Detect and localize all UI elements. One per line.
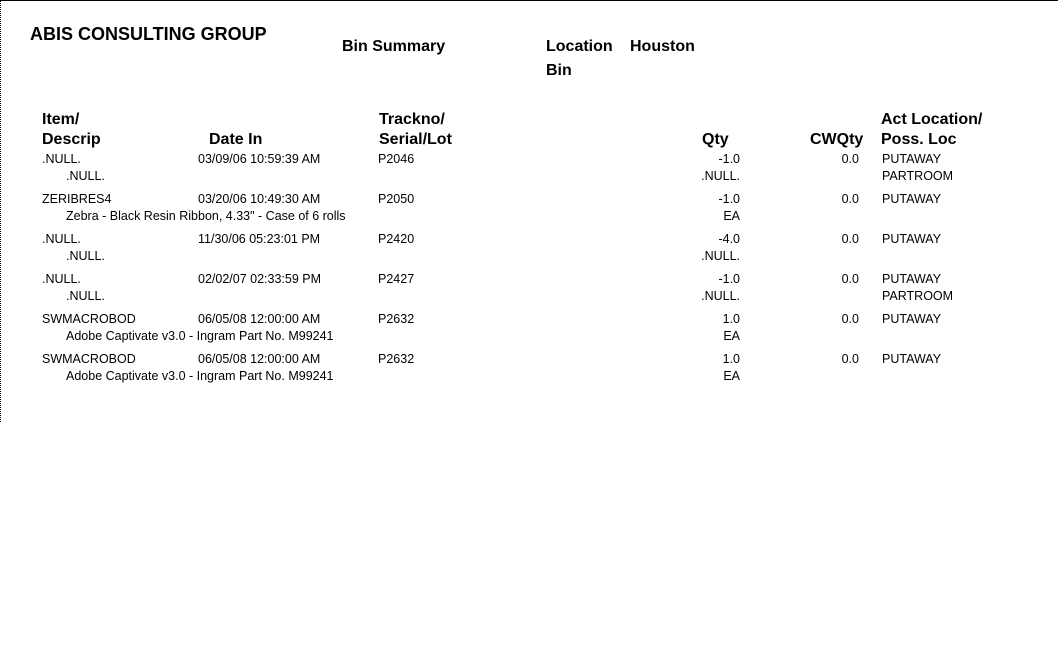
row-act-location: PUTAWAY xyxy=(882,352,942,366)
location-value: Houston xyxy=(630,38,695,55)
table-row xyxy=(0,271,1058,311)
report-title: Bin Summary xyxy=(342,38,446,55)
row-trackno: P2046 xyxy=(378,152,415,166)
row-uom: EA xyxy=(723,329,740,343)
row-item: .NULL. xyxy=(42,232,81,246)
row-date-in: 11/30/06 05:23:01 PM xyxy=(198,232,321,246)
row-act-location: PUTAWAY xyxy=(882,192,942,206)
col-header-cwqty: CWQty xyxy=(810,131,864,148)
row-cwqty: 0.0 xyxy=(841,192,859,206)
row-cwqty: 0.0 xyxy=(841,312,859,326)
row-date-in: 06/05/08 12:00:00 AM xyxy=(198,352,321,366)
row-descrip: .NULL. xyxy=(66,249,105,263)
table-row xyxy=(0,311,1058,351)
row-descrip: Zebra - Black Resin Ribbon, 4.33" - Case of 6 rolls xyxy=(66,209,346,223)
row-uom: EA xyxy=(723,369,740,383)
col-header-item xyxy=(42,110,101,150)
row-uom: .NULL. xyxy=(701,169,740,183)
row-uom: EA xyxy=(723,209,740,223)
row-descrip: .NULL. xyxy=(66,289,105,303)
row-act-location: PUTAWAY xyxy=(882,272,942,286)
row-date-in: 06/05/08 12:00:00 AM xyxy=(198,312,321,326)
row-qty: -1.0 xyxy=(718,192,740,206)
row-item: .NULL. xyxy=(42,272,81,286)
row-date-in: 03/09/06 10:59:39 AM xyxy=(198,152,321,166)
row-qty: -4.0 xyxy=(718,232,740,246)
row-qty: 1.0 xyxy=(722,312,740,326)
row-date-in: 03/20/06 10:49:30 AM xyxy=(198,192,321,206)
row-trackno: P2427 xyxy=(378,272,415,286)
row-act-location: PUTAWAY xyxy=(882,152,942,166)
row-item: .NULL. xyxy=(42,152,81,166)
table-row xyxy=(0,191,1058,231)
row-act-location: PUTAWAY xyxy=(882,312,942,326)
row-date-in: 02/02/07 02:33:59 PM xyxy=(198,272,322,286)
col-header-act-location-line2: Poss. Loc xyxy=(881,131,957,148)
row-item: ZERIBRES4 xyxy=(42,192,112,206)
table-row xyxy=(0,151,1058,191)
row-poss-loc: PARTROOM xyxy=(882,169,954,183)
row-trackno: P2632 xyxy=(378,312,415,326)
table-row xyxy=(0,351,1058,391)
row-cwqty: 0.0 xyxy=(841,152,859,166)
col-header-date-in: Date In xyxy=(209,131,263,148)
table-row xyxy=(0,231,1058,271)
row-cwqty: 0.0 xyxy=(841,232,859,246)
row-cwqty: 0.0 xyxy=(841,352,859,366)
row-qty: -1.0 xyxy=(718,272,740,286)
row-trackno: P2632 xyxy=(378,352,415,366)
row-item: SWMACROBOD xyxy=(42,312,136,326)
col-header-qty: Qty xyxy=(702,131,729,148)
row-trackno: P2420 xyxy=(378,232,415,246)
col-header-trackno xyxy=(379,110,452,150)
bin-label: Bin xyxy=(546,62,572,79)
col-header-act-location xyxy=(881,110,982,150)
location-label: Location xyxy=(546,38,613,55)
row-descrip: Adobe Captivate v3.0 - Ingram Part No. M99241 xyxy=(66,369,334,383)
col-header-item-line2: Descrip xyxy=(42,131,101,148)
row-trackno: P2050 xyxy=(378,192,415,206)
row-act-location: PUTAWAY xyxy=(882,232,942,246)
row-poss-loc: PARTROOM xyxy=(882,289,954,303)
page-border-top xyxy=(0,0,1058,1)
col-header-item-line1: Item/ xyxy=(42,111,80,128)
company-name: ABIS CONSULTING GROUP xyxy=(30,24,267,44)
col-header-trackno-line2: Serial/Lot xyxy=(379,131,452,148)
row-qty: -1.0 xyxy=(718,152,740,166)
row-uom: .NULL. xyxy=(701,249,740,263)
row-uom: .NULL. xyxy=(701,289,740,303)
col-header-act-location-line1: Act Location/ xyxy=(881,111,983,128)
row-descrip: Adobe Captivate v3.0 - Ingram Part No. M99241 xyxy=(66,329,334,343)
row-cwqty: 0.0 xyxy=(841,272,859,286)
col-header-trackno-line1: Trackno/ xyxy=(379,111,445,128)
row-qty: 1.0 xyxy=(722,352,740,366)
row-item: SWMACROBOD xyxy=(42,352,136,366)
row-descrip: .NULL. xyxy=(66,169,105,183)
